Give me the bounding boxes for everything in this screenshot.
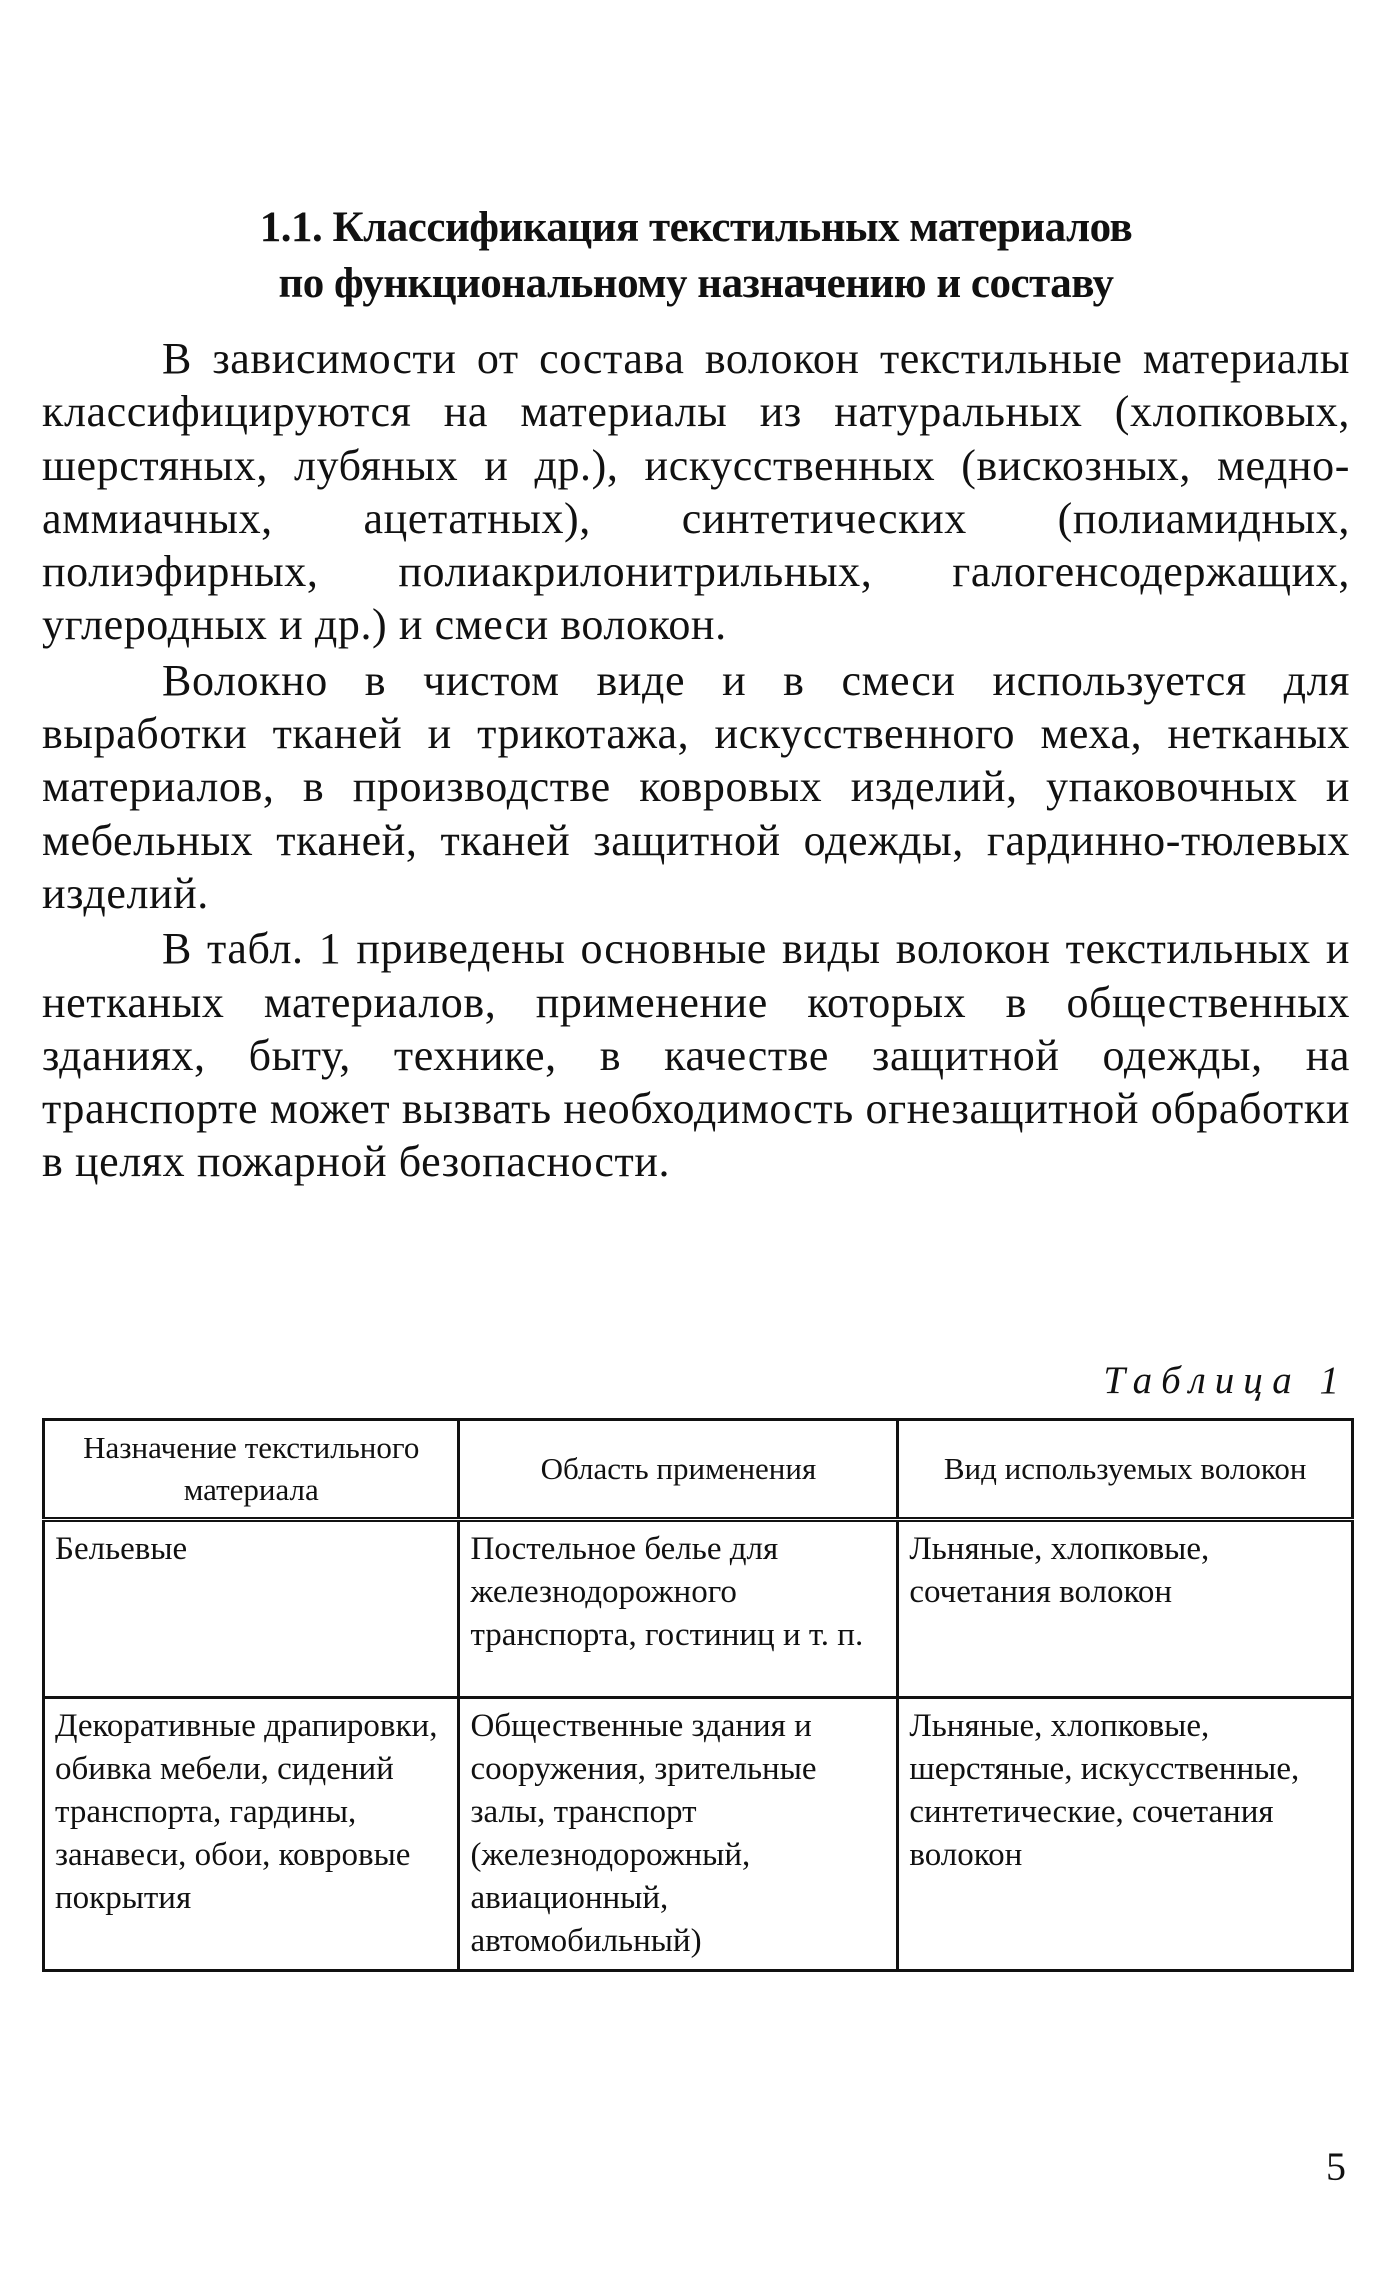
section-heading xyxy=(0,200,1392,312)
table-row xyxy=(44,1698,1353,1971)
header-cell-fiber-type: Вид используемых волокон xyxy=(898,1420,1353,1520)
header-cell-purpose: Назначение текстильного материала xyxy=(44,1420,459,1520)
table-cell: Декоративные драпировки, обивка мебели, сидений транспорта, гардины, занавеси, обои, ковровые покрытия xyxy=(44,1698,459,1971)
table-caption: Таблица 1 xyxy=(1103,1359,1348,1402)
body-text xyxy=(42,332,1350,1191)
paragraph-3: В табл. 1 приведены основные виды волокон текстильных и нетканых материалов, применение которых в общественных зданиях, быту, технике, в качестве защитной одежды, на транспорте может вызвать необходимость огнезащитной обработки в целях пожарной безопасности. xyxy=(42,924,1350,1187)
table-cell: Льняные, хлопковые, шерстяные, искусственные, синтетические, сочетания волокон xyxy=(898,1698,1353,1971)
table-header-row xyxy=(44,1420,1353,1520)
table-cell: Постельное белье для железнодорожного транспорта, гостиниц и т. п. xyxy=(459,1520,898,1698)
table-cell: Льняные, хлопковые, сочетания волокон xyxy=(898,1520,1353,1698)
section-heading-line-2: по функциональному назначению и составу xyxy=(278,260,1114,307)
header-cell-application: Область применения xyxy=(459,1420,898,1520)
page-number: 5 xyxy=(1326,2144,1346,2189)
table-row xyxy=(44,1520,1353,1698)
table-cell: Бельевые xyxy=(44,1520,459,1698)
fiber-classification-table xyxy=(42,1418,1354,1972)
paragraph-1: В зависимости от состава волокон текстильные материалы классифицируются на материалы из натуральных (хлопковых, шерстяных, лубяных и др.), искусственных (вискозных, медно-аммиачных, ацетатных), синтетических (полиамидных, полиэфирных, полиакрилонитрильных, галогенсодержащих, углеродных и др.) и смеси волокон. xyxy=(42,334,1350,650)
paragraph-2: Волокно в чистом виде и в смеси используется для выработки тканей и трикотажа, искусственного меха, нетканых материалов, в производстве ковровых изделий, упаковочных и мебельных тканей, тканей защитной одежды, гардинно-тюлевых изделий. xyxy=(42,655,1350,918)
section-heading-line-1: 1.1. Классификация текстильных материалов xyxy=(259,204,1133,251)
table-cell: Общественные здания и сооружения, зрительные залы, транспорт (железнодорожный, авиационный, автомобильный) xyxy=(459,1698,898,1971)
